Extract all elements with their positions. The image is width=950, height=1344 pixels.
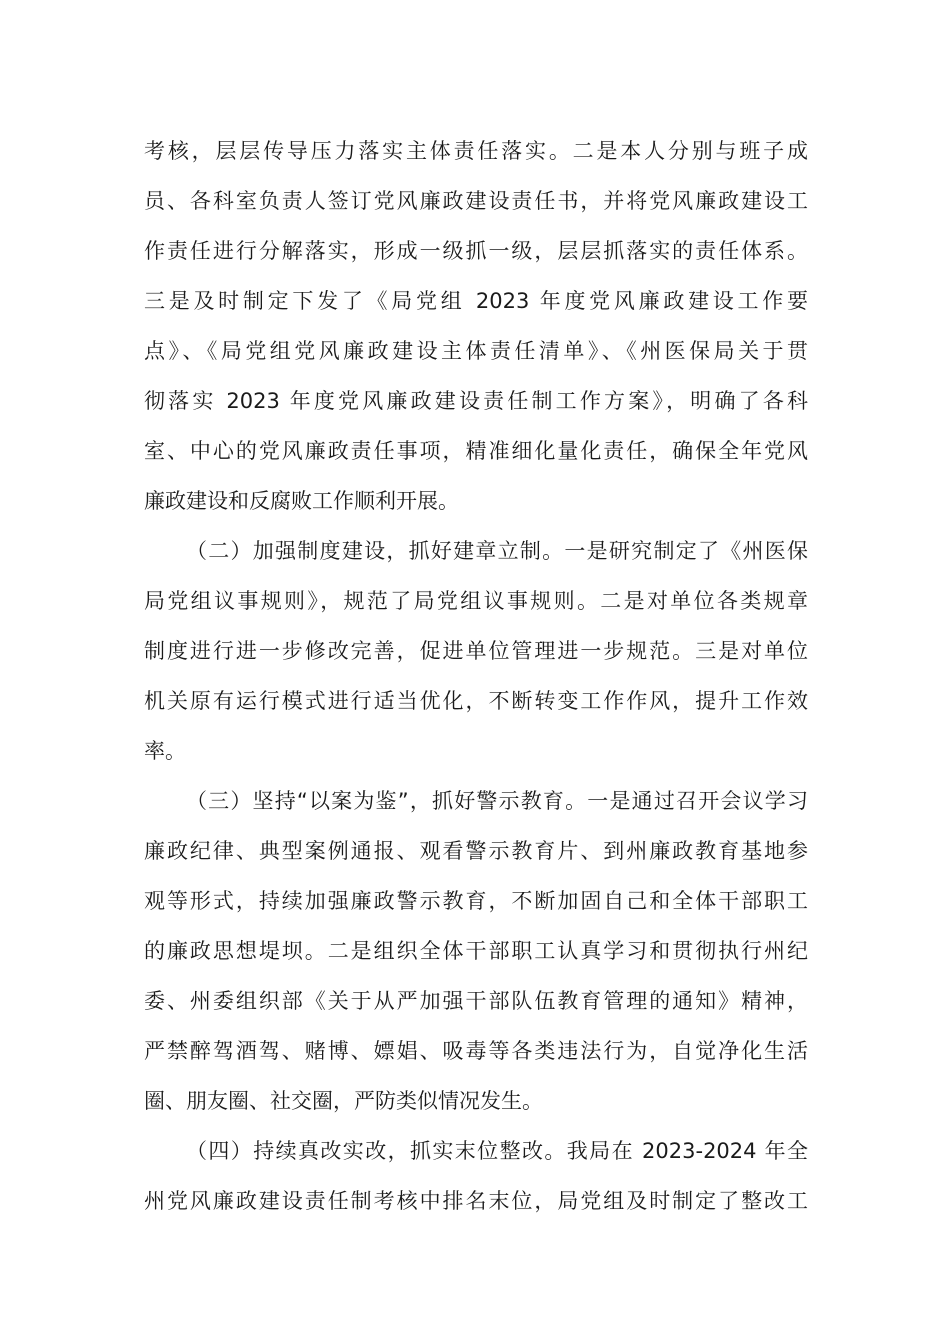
text-line: 作责任进行分解落实，形成一级抓一级，层层抓落实的责任体系。 (144, 239, 808, 263)
text-line: 率。 (144, 739, 186, 763)
text-line: 员、各科室负责人签订党风廉政建设责任书，并将党风廉政建设工 (144, 189, 808, 213)
text-line: 廉政建设和反腐败工作顺利开展。 (144, 489, 459, 513)
paragraph-warning-education (144, 776, 808, 1126)
text-line: 严禁醉驾酒驾、赌博、嫖娼、吸毒等各类违法行为，自觉净化生活 (144, 1039, 808, 1063)
text-line: 圈、朋友圈、社交圈，严防类似情况发生。 (144, 1089, 543, 1113)
paragraph-responsibility-system (144, 126, 808, 526)
text-line: 机关原有运行模式进行适当优化，不断转变工作作风，提升工作效 (144, 689, 808, 713)
text-line: 制度进行进一步修改完善，促进单位管理进一步规范。三是对单位 (144, 639, 808, 663)
text-line: 的廉政思想堤坝。二是组织全体干部职工认真学习和贯彻执行州纪 (144, 939, 808, 963)
text-line: 廉政纪律、典型案例通报、观看警示教育片、到州廉政教育基地参 (144, 839, 808, 863)
document-body (144, 126, 808, 1226)
paragraph-rectification (144, 1126, 808, 1226)
text-line: （四）持续真改实改，抓实末位整改。我局在 2023-2024 年全 (186, 1139, 808, 1163)
text-line: 局党组议事规则》，规范了局党组议事规则。二是对单位各类规章 (144, 589, 808, 613)
text-line: 三是及时制定下发了《局党组 2023 年度党风廉政建设工作要 (144, 289, 808, 313)
text-line: 点》、《局党组党风廉政建设主体责任清单》、《州医保局关于贯 (144, 339, 808, 363)
text-line: （二）加强制度建设，抓好建章立制。一是研究制定了《州医保 (186, 539, 808, 563)
text-line: 州党风廉政建设责任制考核中排名末位，局党组及时制定了整改工 (144, 1189, 808, 1213)
text-line: 委、州委组织部《关于从严加强干部队伍教育管理的通知》精神， (144, 989, 808, 1013)
text-line: 彻落实 2023 年度党风廉政建设责任制工作方案》，明确了各科 (144, 389, 808, 413)
text-line: 室、中心的党风廉政责任事项，精准细化量化责任，确保全年党风 (144, 439, 808, 463)
text-line: 考核，层层传导压力落实主体责任落实。二是本人分别与班子成 (144, 139, 808, 163)
text-line: （三）坚持“以案为鉴”，抓好警示教育。一是通过召开会议学习 (186, 789, 808, 813)
paragraph-institution-building (144, 526, 808, 776)
text-line: 观等形式，持续加强廉政警示教育，不断加固自己和全体干部职工 (144, 889, 808, 913)
